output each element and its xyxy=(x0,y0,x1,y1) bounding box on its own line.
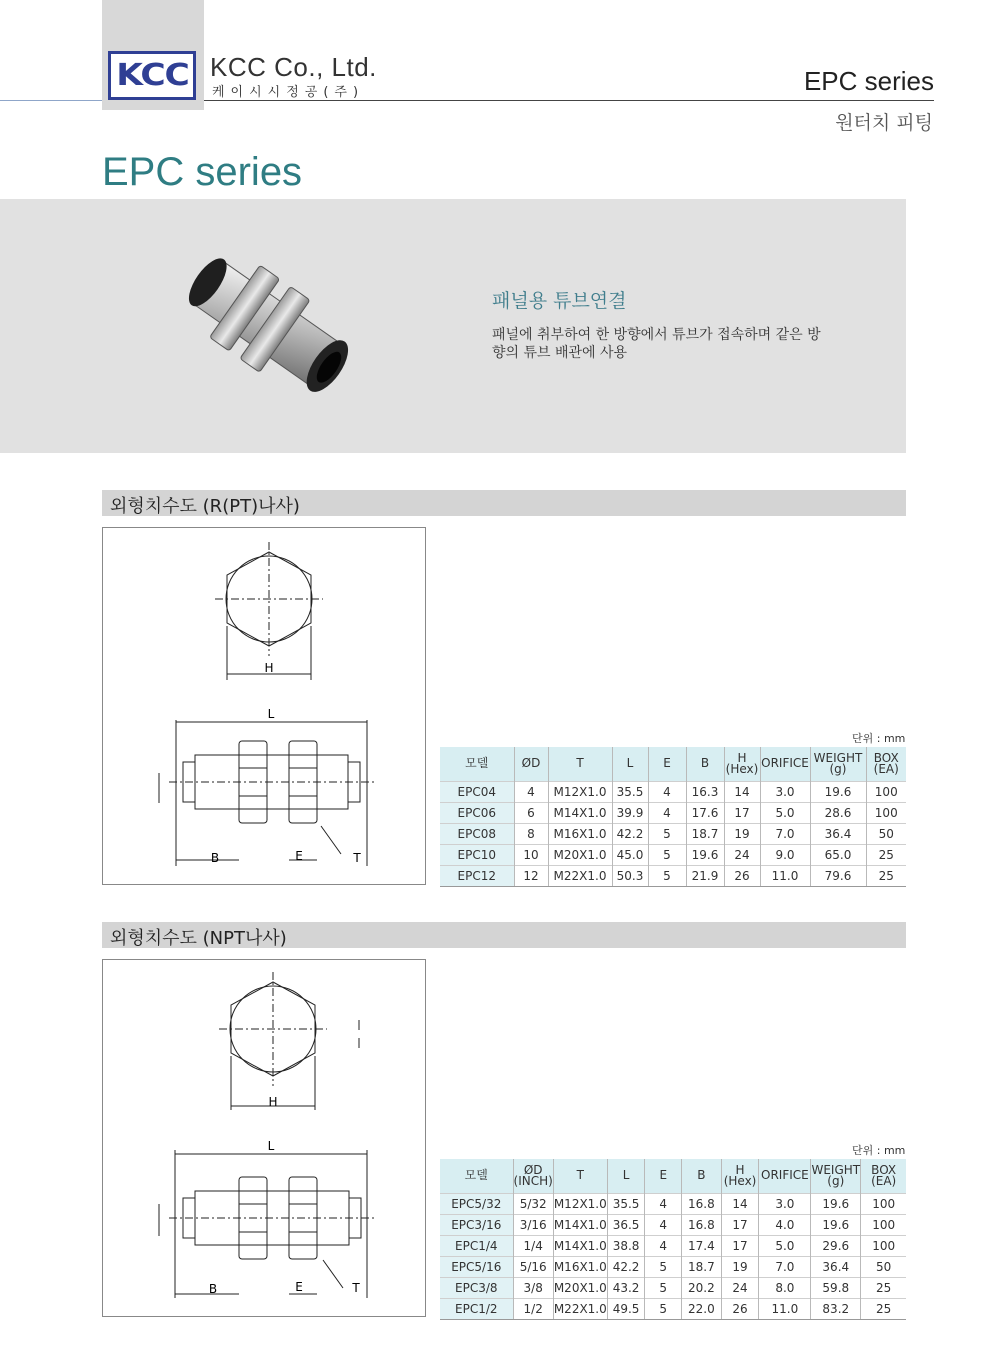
table-cell: 100 xyxy=(861,1214,906,1235)
dimension-drawing-rpt xyxy=(102,527,426,885)
series-label: EPC series xyxy=(803,66,934,96)
table-cell: 65.0 xyxy=(810,844,866,865)
table-row xyxy=(440,1298,906,1319)
spec-table-rpt xyxy=(440,747,906,887)
column-header: ORIFICE xyxy=(760,747,810,781)
table-cell: EPC3/16 xyxy=(440,1214,513,1235)
table-cell: M22X1.0 xyxy=(548,865,612,886)
table-header-row xyxy=(440,1159,906,1193)
table-cell: 16.8 xyxy=(682,1193,721,1214)
technical-drawing-npt xyxy=(103,960,425,1316)
label-t: T xyxy=(353,851,361,865)
column-header: B xyxy=(682,1159,721,1193)
table-cell: 5 xyxy=(648,823,686,844)
table-cell: 18.7 xyxy=(686,823,724,844)
table-cell: 36.4 xyxy=(810,823,866,844)
table-cell: 38.8 xyxy=(607,1235,645,1256)
table-cell: 4 xyxy=(648,802,686,823)
table-cell: M20X1.0 xyxy=(548,844,612,865)
table-cell: M14X1.0 xyxy=(548,802,612,823)
column-header: 모델 xyxy=(440,747,514,781)
table-cell: 14 xyxy=(721,1193,759,1214)
table-cell: 26 xyxy=(724,865,760,886)
column-header: WEIGHT (g) xyxy=(811,1159,861,1193)
table-cell: M16X1.0 xyxy=(553,1256,607,1277)
label-h: H xyxy=(268,1095,278,1109)
table-cell: 3/8 xyxy=(513,1277,553,1298)
table-cell: 7.0 xyxy=(760,823,810,844)
column-header: 모델 xyxy=(440,1159,513,1193)
logo-text: KCC xyxy=(115,58,189,93)
column-header: E xyxy=(645,1159,682,1193)
table-cell: 19.6 xyxy=(811,1214,861,1235)
table-cell: 16.8 xyxy=(682,1214,721,1235)
table-cell: 4 xyxy=(645,1214,682,1235)
table-cell: EPC08 xyxy=(440,823,514,844)
section-bar-npt xyxy=(102,922,906,948)
table-cell: 5 xyxy=(648,844,686,865)
table-cell: 7.0 xyxy=(759,1256,811,1277)
spec-table-npt xyxy=(440,1159,906,1320)
table-cell: 8.0 xyxy=(759,1277,811,1298)
table-cell: 25 xyxy=(861,1277,906,1298)
unit-label-rpt: 단위 : mm xyxy=(852,732,906,745)
table-cell: M14X1.0 xyxy=(553,1235,607,1256)
section-title-npt: 외형치수도 (NPT나사) xyxy=(110,928,287,949)
table-cell: 42.2 xyxy=(607,1256,645,1277)
company-korean-name: 케이시시정공(주) xyxy=(212,85,365,100)
table-cell: 21.9 xyxy=(686,865,724,886)
table-cell: 26 xyxy=(721,1298,759,1319)
table-cell: EPC1/2 xyxy=(440,1298,513,1319)
table-cell: 16.3 xyxy=(686,781,724,802)
label-l: L xyxy=(267,1139,275,1153)
section-title-rpt: 외형치수도 (R(PT)나사) xyxy=(110,496,300,517)
table-cell: M14X1.0 xyxy=(553,1214,607,1235)
table-cell: 19.6 xyxy=(686,844,724,865)
table-cell: 100 xyxy=(866,802,906,823)
table-cell: 17 xyxy=(724,802,760,823)
table-row xyxy=(440,844,906,865)
table-row xyxy=(440,1256,906,1277)
table-cell: 1/2 xyxy=(513,1298,553,1319)
table-cell: 100 xyxy=(861,1235,906,1256)
table-cell: 5 xyxy=(648,865,686,886)
column-header: WEIGHT (g) xyxy=(810,747,866,781)
table-cell: EPC04 xyxy=(440,781,514,802)
hero-description: 패널에 취부하여 한 방향에서 튜브가 접속하며 같은 방향의 튜브 배관에 사용 xyxy=(492,327,821,361)
table-cell: 6 xyxy=(514,802,548,823)
column-header: ØD xyxy=(514,747,548,781)
table-cell: 35.5 xyxy=(607,1193,645,1214)
table-header-row xyxy=(440,747,906,781)
table-cell: 19.6 xyxy=(810,781,866,802)
table-cell: 17.4 xyxy=(682,1235,721,1256)
table-cell: 28.6 xyxy=(810,802,866,823)
table-cell: M12X1.0 xyxy=(548,781,612,802)
label-b: B xyxy=(208,1282,218,1296)
header-divider xyxy=(204,100,934,101)
header-divider-left xyxy=(0,100,102,101)
label-h: H xyxy=(264,661,274,675)
table-cell: 3.0 xyxy=(759,1193,811,1214)
table-cell: 4 xyxy=(645,1193,682,1214)
table-cell: 8 xyxy=(514,823,548,844)
table-cell: 50.3 xyxy=(612,865,648,886)
table-row xyxy=(440,1235,906,1256)
column-header: L xyxy=(607,1159,645,1193)
column-header: H (Hex) xyxy=(724,747,760,781)
table-row xyxy=(440,781,906,802)
table-cell: 19 xyxy=(724,823,760,844)
table-cell: 17 xyxy=(721,1214,759,1235)
company-logo xyxy=(108,51,196,100)
table-cell: 4 xyxy=(648,781,686,802)
table-cell: 59.8 xyxy=(811,1277,861,1298)
table-cell: 5 xyxy=(645,1256,682,1277)
column-header: BOX (EA) xyxy=(866,747,906,781)
column-header: T xyxy=(553,1159,607,1193)
table-cell: 29.6 xyxy=(811,1235,861,1256)
table-cell: 50 xyxy=(866,823,906,844)
table-cell: 9.0 xyxy=(760,844,810,865)
table-cell: 42.2 xyxy=(612,823,648,844)
dimension-drawing-npt xyxy=(102,959,426,1317)
table-row xyxy=(440,823,906,844)
table-cell: EPC3/8 xyxy=(440,1277,513,1298)
table-cell: 20.2 xyxy=(682,1277,721,1298)
table-cell: 17 xyxy=(721,1235,759,1256)
table-cell: 36.5 xyxy=(607,1214,645,1235)
table-cell: 5.0 xyxy=(760,802,810,823)
table-cell: 25 xyxy=(866,865,906,886)
column-header: L xyxy=(612,747,648,781)
table-cell: 14 xyxy=(724,781,760,802)
table-cell: 4.0 xyxy=(759,1214,811,1235)
table-cell: EPC1/4 xyxy=(440,1235,513,1256)
label-b: B xyxy=(210,851,220,865)
table-cell: 25 xyxy=(866,844,906,865)
table-cell: M20X1.0 xyxy=(553,1277,607,1298)
table-cell: 25 xyxy=(861,1298,906,1319)
table-cell: 1/4 xyxy=(513,1235,553,1256)
table-cell: 83.2 xyxy=(811,1298,861,1319)
table-cell: 45.0 xyxy=(612,844,648,865)
label-e: E xyxy=(295,1280,303,1294)
table-row xyxy=(440,1193,906,1214)
table-cell: 39.9 xyxy=(612,802,648,823)
table-row xyxy=(440,1214,906,1235)
table-cell: EPC5/16 xyxy=(440,1256,513,1277)
table-cell: 24 xyxy=(721,1277,759,1298)
technical-drawing-rpt xyxy=(103,528,425,884)
column-header: E xyxy=(648,747,686,781)
table-cell: 24 xyxy=(724,844,760,865)
table-cell: 4 xyxy=(514,781,548,802)
table-cell: 5 xyxy=(645,1277,682,1298)
hero-heading: 패널용 튜브연결 xyxy=(492,290,627,312)
column-header: B xyxy=(686,747,724,781)
table-cell: 43.2 xyxy=(607,1277,645,1298)
table-cell: 11.0 xyxy=(759,1298,811,1319)
table-cell: 5/32 xyxy=(513,1193,553,1214)
table-cell: 5 xyxy=(645,1298,682,1319)
table-cell: 12 xyxy=(514,865,548,886)
product-image xyxy=(172,240,362,410)
table-cell: 50 xyxy=(861,1256,906,1277)
table-cell: M12X1.0 xyxy=(553,1193,607,1214)
table-cell: 5.0 xyxy=(759,1235,811,1256)
table-cell: EPC06 xyxy=(440,802,514,823)
table-row xyxy=(440,802,906,823)
column-header: ORIFICE xyxy=(759,1159,811,1193)
company-name: KCC Co., Ltd. xyxy=(210,52,377,82)
table-cell: 4 xyxy=(645,1235,682,1256)
table-cell: 19.6 xyxy=(811,1193,861,1214)
table-cell: 11.0 xyxy=(760,865,810,886)
table-cell: 5/16 xyxy=(513,1256,553,1277)
table-cell: 3/16 xyxy=(513,1214,553,1235)
column-header: H (Hex) xyxy=(721,1159,759,1193)
table-cell: 100 xyxy=(866,781,906,802)
table-cell: 79.6 xyxy=(810,865,866,886)
page-title: EPC series xyxy=(102,150,303,194)
table-cell: 17.6 xyxy=(686,802,724,823)
table-cell: EPC5/32 xyxy=(440,1193,513,1214)
column-header: BOX (EA) xyxy=(861,1159,906,1193)
table-row xyxy=(440,1277,906,1298)
table-cell: 10 xyxy=(514,844,548,865)
table-cell: EPC12 xyxy=(440,865,514,886)
table-cell: M16X1.0 xyxy=(548,823,612,844)
table-cell: 100 xyxy=(861,1193,906,1214)
table-cell: 36.4 xyxy=(811,1256,861,1277)
section-bar-rpt xyxy=(102,490,906,516)
table-cell: 18.7 xyxy=(682,1256,721,1277)
unit-label-npt: 단위 : mm xyxy=(852,1144,906,1157)
table-cell: EPC10 xyxy=(440,844,514,865)
table-cell: M22X1.0 xyxy=(553,1298,607,1319)
label-l: L xyxy=(267,707,275,721)
label-t: T xyxy=(352,1281,360,1295)
label-e: E xyxy=(295,849,303,863)
table-cell: 3.0 xyxy=(760,781,810,802)
table-cell: 22.0 xyxy=(682,1298,721,1319)
column-header: ØD (INCH) xyxy=(513,1159,553,1193)
table-cell: 35.5 xyxy=(612,781,648,802)
series-subtitle: 원터치 피팅 xyxy=(835,112,933,134)
table-cell: 49.5 xyxy=(607,1298,645,1319)
column-header: T xyxy=(548,747,612,781)
table-cell: 19 xyxy=(721,1256,759,1277)
table-row xyxy=(440,865,906,886)
